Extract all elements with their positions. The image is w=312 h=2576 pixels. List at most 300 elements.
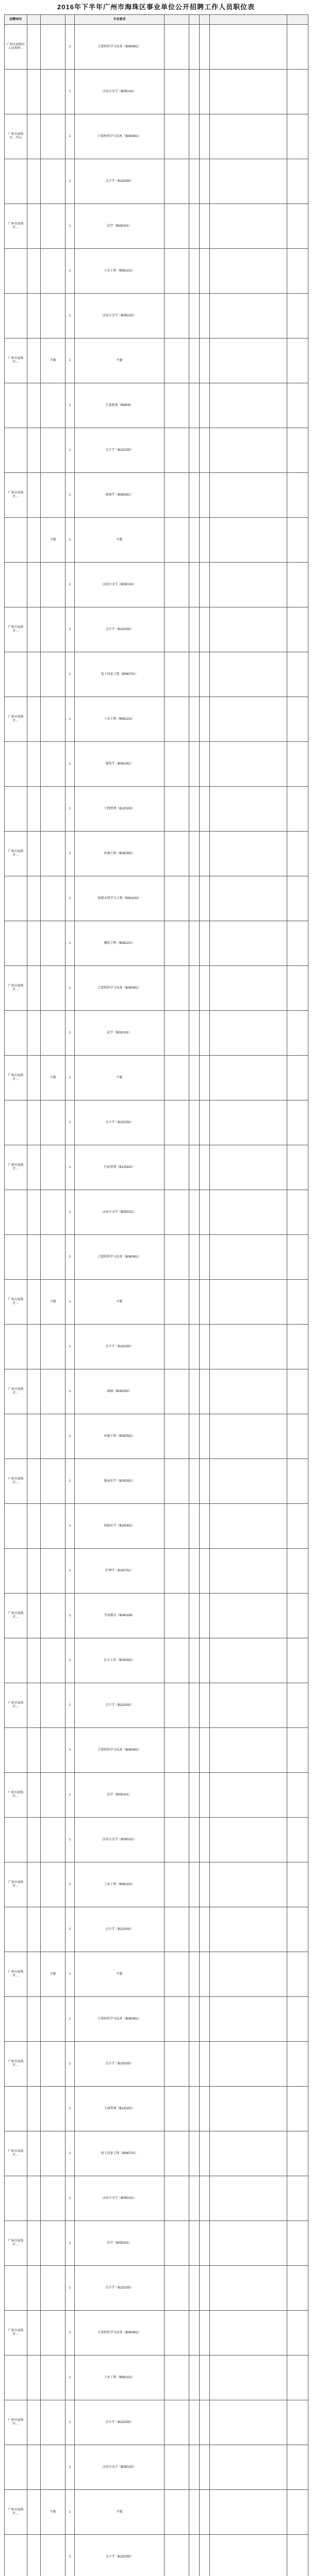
table-cell: 会计学（B120203）: [75, 2042, 165, 2087]
table-cell: [27, 249, 41, 294]
table-cell: [189, 1862, 200, 1907]
table-cell: 1: [65, 1773, 75, 1818]
table-cell: 不限: [41, 1280, 65, 1325]
table-cell: 1: [65, 114, 75, 159]
table-cell: [210, 1325, 287, 1369]
table-cell: [165, 1594, 189, 1638]
table-row: [5, 1638, 308, 1683]
table-cell: [200, 1280, 210, 1325]
table-cell: [287, 2221, 308, 2266]
table-cell: [287, 787, 308, 832]
table-cell: 汉语言文学（B050101）: [75, 70, 165, 114]
table-cell: [27, 1100, 41, 1145]
table-cell: 会计学（B120203）: [75, 428, 165, 473]
table-cell: [41, 114, 65, 159]
table-cell: [27, 832, 41, 876]
table-cell: [287, 428, 308, 473]
table-cell: [210, 159, 287, 204]
table-cell: 1: [65, 1145, 75, 1190]
table-cell: [27, 652, 41, 697]
table-row: [5, 294, 308, 338]
table-row: [5, 2400, 308, 2445]
table-cell: [200, 1056, 210, 1100]
table-cell: [27, 966, 41, 1011]
table-cell: [165, 114, 189, 159]
table-cell: [210, 1414, 287, 1459]
table-cell: 计算机科学与技术（B080901）: [75, 1997, 165, 2042]
table-cell: [210, 2266, 287, 2311]
table-cell: [5, 921, 27, 966]
table-cell: [41, 832, 65, 876]
table-cell: 电子信息工程（B080701）: [75, 2131, 165, 2176]
table-cell: 汉语言文学（B050101）: [75, 2445, 165, 2490]
table-cell: [200, 1414, 210, 1459]
table-row: [5, 1280, 308, 1325]
table-cell: [210, 2042, 287, 2087]
table-cell: [287, 2355, 308, 2400]
table-cell: [27, 2266, 41, 2311]
table-cell: [41, 876, 65, 921]
header-unit: 招聘单位: [5, 15, 27, 25]
table-row: [5, 876, 308, 921]
header-col-10: [210, 15, 287, 25]
table-cell: [41, 742, 65, 787]
table-cell: [165, 1145, 189, 1190]
table-row: [5, 1459, 308, 1504]
table-row: [5, 966, 308, 1011]
table-cell: [200, 383, 210, 428]
table-cell: [27, 1549, 41, 1594]
table-cell: 1: [65, 2445, 75, 2490]
table-cell: 1: [65, 1638, 75, 1683]
table-cell: [287, 1952, 308, 1997]
table-cell: 广州市海珠区…: [5, 1773, 27, 1818]
table-cell: [210, 1952, 287, 1997]
table-cell: 广州市海珠区…: [5, 1369, 27, 1414]
table-cell: [210, 25, 287, 70]
table-cell: [165, 876, 189, 921]
table-cell: [165, 25, 189, 70]
table-cell: [200, 1190, 210, 1235]
table-cell: [210, 1594, 287, 1638]
table-cell: [41, 1011, 65, 1056]
table-cell: [210, 1100, 287, 1145]
table-cell: 法学（B030101）: [75, 1011, 165, 1056]
table-cell: [210, 204, 287, 249]
table-cell: [189, 2131, 200, 2176]
table-row: [5, 1190, 308, 1235]
table-cell: 电子信息工程（B080701）: [75, 652, 165, 697]
table-cell: [5, 876, 27, 921]
table-cell: [165, 652, 189, 697]
table-cell: [189, 383, 200, 428]
table-cell: [41, 25, 65, 70]
table-cell: [165, 2131, 189, 2176]
table-cell: 广州市海珠区…: [5, 338, 27, 383]
table-cell: 法学（B030101）: [75, 2221, 165, 2266]
table-cell: 1: [65, 1504, 75, 1549]
table-cell: 广州市海珠区…: [5, 2400, 27, 2445]
table-cell: [210, 652, 287, 697]
table-cell: [287, 832, 308, 876]
table-cell: [41, 1818, 65, 1862]
table-cell: [287, 338, 308, 383]
table-cell: [287, 921, 308, 966]
table-cell: [287, 876, 308, 921]
table-cell: 护理学（B100701）: [75, 1549, 165, 1594]
table-cell: [165, 697, 189, 742]
table-cell: [287, 249, 308, 294]
table-cell: 新闻学（B050301）: [75, 473, 165, 518]
table-cell: [287, 1504, 308, 1549]
table-cell: [189, 338, 200, 383]
table-cell: [287, 1683, 308, 1728]
table-cell: [200, 2490, 210, 2535]
table-cell: [200, 742, 210, 787]
table-cell: [5, 70, 27, 114]
table-cell: [27, 383, 41, 428]
table-cell: [165, 70, 189, 114]
table-cell: [41, 2176, 65, 2221]
table-cell: 不限: [41, 2490, 65, 2535]
table-cell: [41, 249, 65, 294]
table-cell: [287, 1459, 308, 1504]
table-cell: 1: [65, 1907, 75, 1952]
table-cell: [210, 1862, 287, 1907]
table-cell: [189, 249, 200, 294]
table-cell: [41, 2355, 65, 2400]
table-cell: [200, 2042, 210, 2087]
table-cell: [287, 742, 308, 787]
table-cell: [287, 2087, 308, 2131]
table-cell: [41, 2221, 65, 2266]
header-col-3: [41, 15, 65, 25]
header-col-4: [65, 15, 75, 25]
table-cell: 学前教育（B040106）: [75, 1594, 165, 1638]
table-cell: 测绘工程（B081201）: [75, 921, 165, 966]
table-cell: [210, 2490, 287, 2535]
table-cell: [27, 428, 41, 473]
table-row: [5, 2042, 308, 2087]
table-cell: [27, 1728, 41, 1773]
table-cell: [287, 1056, 308, 1100]
table-cell: [41, 428, 65, 473]
table-cell: [210, 338, 287, 383]
table-cell: 预防医学（B100401）: [75, 1504, 165, 1549]
table-row: [5, 1907, 308, 1952]
table-cell: [27, 1952, 41, 1997]
table-cell: [41, 787, 65, 832]
table-cell: [200, 1100, 210, 1145]
table-row: [5, 1594, 308, 1638]
table-cell: [210, 1907, 287, 1952]
table-cell: [165, 1907, 189, 1952]
table-cell: 1: [65, 2176, 75, 2221]
table-cell: 不限: [41, 1952, 65, 1997]
table-cell: [210, 518, 287, 563]
table-cell: 汉语言文学（B050101）: [75, 294, 165, 338]
table-row: [5, 1683, 308, 1728]
table-cell: 汉语言文学（B050101）: [75, 1190, 165, 1235]
table-cell: [165, 2266, 189, 2311]
table-cell: [287, 294, 308, 338]
table-cell: [165, 338, 189, 383]
table-cell: 1: [65, 159, 75, 204]
table-cell: [189, 1414, 200, 1459]
table-cell: [27, 25, 41, 70]
table-cell: [189, 652, 200, 697]
table-cell: 广州市海珠区…: [5, 2042, 27, 2087]
table-cell: [287, 1414, 308, 1459]
table-cell: [41, 383, 65, 428]
table-cell: [200, 697, 210, 742]
table-cell: 1: [65, 2535, 75, 2576]
table-cell: [200, 876, 210, 921]
table-cell: 不限: [75, 1280, 165, 1325]
table-cell: [200, 1907, 210, 1952]
table-cell: [287, 1325, 308, 1369]
table-cell: [27, 518, 41, 563]
table-cell: 不限: [75, 2490, 165, 2535]
table-cell: 会计学（B120203）: [75, 2400, 165, 2445]
table-cell: [200, 2221, 210, 2266]
table-cell: [189, 1369, 200, 1414]
table-cell: [189, 2311, 200, 2355]
table-cell: [287, 2266, 308, 2311]
table-cell: 1: [65, 921, 75, 966]
table-cell: [165, 1818, 189, 1862]
table-cell: [41, 1369, 65, 1414]
table-cell: 1: [65, 563, 75, 607]
table-cell: 1: [65, 249, 75, 294]
table-cell: [200, 607, 210, 652]
table-cell: 1: [65, 1818, 75, 1862]
table-cell: [200, 2535, 210, 2576]
table-cell: [287, 1369, 308, 1414]
table-row: [5, 1056, 308, 1100]
table-cell: [189, 966, 200, 1011]
table-cell: [287, 2042, 308, 2087]
table-cell: 1: [65, 1728, 75, 1773]
table-cell: [41, 473, 65, 518]
table-cell: [5, 2087, 27, 2131]
table-cell: [287, 204, 308, 249]
table-cell: 广州市海珠区…: [5, 2131, 27, 2176]
table-cell: [27, 876, 41, 921]
header-col-9: [200, 15, 210, 25]
table-cell: [189, 832, 200, 876]
table-cell: [5, 1907, 27, 1952]
table-cell: [27, 2445, 41, 2490]
table-cell: [210, 1818, 287, 1862]
table-cell: 1: [65, 876, 75, 921]
table-cell: 1: [65, 742, 75, 787]
table-cell: [189, 1280, 200, 1325]
table-cell: [27, 159, 41, 204]
table-cell: [41, 1190, 65, 1235]
table-cell: 1: [65, 2131, 75, 2176]
table-cell: [200, 294, 210, 338]
table-cell: [189, 159, 200, 204]
table-row: [5, 2355, 308, 2400]
table-cell: 临床医学（B100301）: [75, 1459, 165, 1504]
table-cell: [287, 70, 308, 114]
header-col-8: [189, 15, 200, 25]
table-cell: [287, 25, 308, 70]
table-cell: [189, 1325, 200, 1369]
table-cell: [5, 294, 27, 338]
table-row: [5, 204, 308, 249]
table-cell: [189, 294, 200, 338]
table-cell: [5, 249, 27, 294]
table-cell: [5, 1325, 27, 1369]
table-cell: [5, 1818, 27, 1862]
table-cell: [27, 1997, 41, 2042]
table-cell: 环境工程（B082502）: [75, 1414, 165, 1459]
table-cell: [165, 473, 189, 518]
table-cell: [287, 652, 308, 697]
table-cell: [165, 1369, 189, 1414]
table-cell: [287, 697, 308, 742]
table-cell: 计算机科学与技术（B080901）: [75, 966, 165, 1011]
table-cell: 1: [65, 1862, 75, 1907]
table-row: [5, 1952, 308, 1997]
table-cell: [165, 1728, 189, 1773]
table-cell: 1: [65, 2221, 75, 2266]
table-cell: 会计学（B120203）: [75, 2266, 165, 2311]
table-cell: [189, 25, 200, 70]
table-cell: [287, 2535, 308, 2576]
table-cell: [200, 2087, 210, 2131]
table-cell: 1: [65, 1683, 75, 1728]
table-cell: [5, 383, 27, 428]
table-cell: [189, 2490, 200, 2535]
table-cell: [200, 1145, 210, 1190]
table-cell: [41, 1145, 65, 1190]
table-cell: [165, 966, 189, 1011]
table-cell: [200, 2176, 210, 2221]
table-cell: [165, 2355, 189, 2400]
table-cell: [189, 697, 200, 742]
table-cell: [41, 1773, 65, 1818]
table-cell: [210, 966, 287, 1011]
table-cell: [189, 787, 200, 832]
table-cell: 会计学（B120203）: [75, 1907, 165, 1952]
table-cell: [165, 1638, 189, 1683]
table-row: [5, 428, 308, 473]
table-cell: [165, 428, 189, 473]
table-row: [5, 1862, 308, 1907]
table-cell: [210, 114, 287, 159]
table-cell: 环境工程（B082502）: [75, 832, 165, 876]
table-cell: [200, 70, 210, 114]
table-cell: [27, 204, 41, 249]
table-row: [5, 1818, 308, 1862]
table-cell: [165, 1952, 189, 1997]
table-cell: 工程管理（B120103）: [75, 787, 165, 832]
table-cell: [210, 2087, 287, 2131]
table-cell: [287, 1907, 308, 1952]
table-cell: [200, 159, 210, 204]
table-cell: 1: [65, 1549, 75, 1594]
table-cell: [287, 607, 308, 652]
table-cell: [27, 1638, 41, 1683]
table-row: [5, 338, 308, 383]
table-cell: [200, 2266, 210, 2311]
table-cell: [27, 2131, 41, 2176]
table-cell: [287, 473, 308, 518]
table-cell: 1: [65, 1056, 75, 1100]
table-cell: 1: [65, 787, 75, 832]
table-cell: [189, 1683, 200, 1728]
table-row: [5, 1773, 308, 1818]
table-cell: [27, 1414, 41, 1459]
table-cell: 广州市海珠区…: [5, 1280, 27, 1325]
table-cell: [165, 1504, 189, 1549]
table-cell: [165, 1773, 189, 1818]
table-cell: [210, 1190, 287, 1235]
table-cell: [200, 1325, 210, 1369]
table-cell: [27, 338, 41, 383]
table-cell: 土木工程（B081101）: [75, 1862, 165, 1907]
table-cell: [200, 1549, 210, 1594]
table-cell: [287, 1818, 308, 1862]
table-cell: [200, 1459, 210, 1504]
table-cell: [41, 1594, 65, 1638]
table-cell: [27, 2355, 41, 2400]
table-cell: [200, 1504, 210, 1549]
table-cell: 广州市海珠区…: [5, 204, 27, 249]
table-cell: [165, 2400, 189, 2445]
table-cell: [165, 1011, 189, 1056]
table-cell: [189, 1190, 200, 1235]
table-cell: [5, 1728, 27, 1773]
table-cell: [27, 2311, 41, 2355]
table-cell: [41, 966, 65, 1011]
table-cell: 园林（B090502）: [75, 1369, 165, 1414]
table-cell: [210, 1504, 287, 1549]
table-row: [5, 1100, 308, 1145]
table-cell: [189, 2400, 200, 2445]
table-cell: [41, 1862, 65, 1907]
table-cell: [27, 1907, 41, 1952]
table-cell: [5, 1414, 27, 1459]
table-cell: [189, 1594, 200, 1638]
table-cell: [200, 966, 210, 1011]
table-cell: 1: [65, 383, 75, 428]
table-cell: 1: [65, 1190, 75, 1235]
table-cell: [5, 563, 27, 607]
table-cell: [200, 2131, 210, 2176]
table-cell: 1: [65, 2042, 75, 2087]
table-cell: [41, 294, 65, 338]
table-cell: [210, 563, 287, 607]
table-cell: 1: [65, 607, 75, 652]
table-cell: [287, 159, 308, 204]
table-cell: [165, 563, 189, 607]
table-cell: [287, 1100, 308, 1145]
table-cell: [27, 2490, 41, 2535]
table-cell: 1: [65, 652, 75, 697]
table-cell: [165, 1325, 189, 1369]
table-cell: [210, 70, 287, 114]
table-cell: [5, 742, 27, 787]
table-cell: [41, 204, 65, 249]
table-cell: 会计学（B120203）: [75, 159, 165, 204]
table-cell: 广州市海珠区…: [5, 2221, 27, 2266]
table-cell: 广州市海珠区…: [5, 1056, 27, 1100]
table-cell: [287, 1773, 308, 1818]
